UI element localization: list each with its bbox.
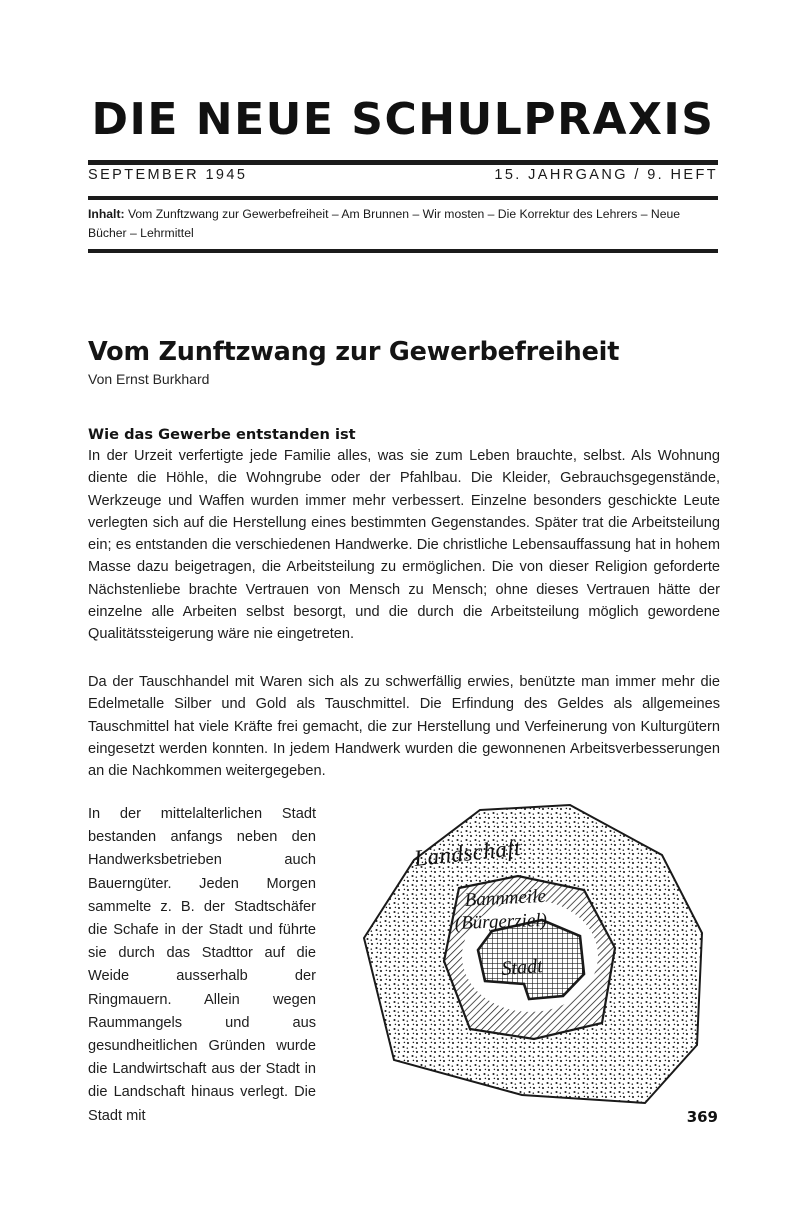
contents-text: Vom Zunftzwang zur Gewerbefreiheit – Am Brunnen – Wir mosten – Die Korrektur des Lehrers – Neue Bücher – Lehrmittel (88, 207, 681, 240)
rule-below-contents (88, 249, 718, 253)
rule-above-issue-line (88, 160, 718, 165)
masthead (88, 94, 718, 145)
article-paragraph-3-container (88, 803, 316, 1128)
figure-label-stadt: Stadt (500, 955, 544, 980)
page-number: 369 (686, 1108, 718, 1126)
figure-label-bannmeile: Bannmeile (464, 885, 547, 911)
article-subheading: Wie das Gewerbe entstanden ist (88, 426, 356, 444)
contents-label: Inhalt: (88, 207, 125, 221)
article-byline: Von Ernst Burkhard (88, 371, 210, 387)
article-paragraph-1-container (88, 445, 720, 646)
issue-date: SEPTEMBER 1945 (88, 167, 248, 183)
issue-line (88, 167, 718, 183)
figure-label-buergerziel: (Bürgerziel) (454, 909, 548, 934)
article-title: Vom Zunftzwang zur Gewerbefreiheit (88, 337, 620, 368)
figure-city-hinterland-diagram (352, 798, 722, 1116)
article-paragraph-2: Da der Tauschhandel mit Waren sich als zu schwerfällig erwies, benützte man immer mehr die Edelmetalle Silber und Gold als Tauschmittel. Die Erfindung des Geldes als allgemeines Tauschmittel hat viele Kräfte frei gemacht, die zur Herstellung und Verfeinerung von Kulturgütern eingesetzt werden konnten. In jedem Handwerk wurden die gewonnenen Arbeitsverbesserungen an die Nachkommen weitergegeben. (88, 674, 720, 780)
journal-title: DIE NEUE SCHULPRAXIS (91, 94, 715, 145)
contents-block (88, 205, 720, 243)
article-paragraph-1: In der Urzeit verfertigte jede Familie alles, was sie zum Leben brauchte, selbst. Als Wohnung diente die Höhle, die Wohngrube oder der Pfahlbau. Die Kleider, Gebrauchsgegenstände, Werkzeuge und Waffen wurden immer mehr verbessert. Einzelne besonders geschickte Leute verlegten sich auf die Herstellung eines bestimmten Gegenstandes. Später trat die Arbeitsteilung ein; es entstanden die verschiedenen Handwerke. Die christliche Lebensauffassung hat in hohem Masse dazu beigetragen, die Arbeitsteilung zu ermöglichen. Die von dieser Religion geforderte Nächstenliebe brachte Vertrauen von Mensch zu Mensch; ohne dieses Vertrauen hätte der einzelne alle Arbeiten selbst besorgt, und die durch die Arbeitsteilung möglich gewordene Qualitätssteigerung wäre nie eingetreten. (88, 448, 720, 643)
figure-svg (352, 798, 722, 1116)
article-paragraph-2-container (88, 671, 720, 782)
article-paragraph-3: In der mittelalterlichen Stadt bestanden anfangs neben den Handwerksbetrieben auch Bauerngüter. Jeden Morgen sammelte z. B. der Stadtschäfer die Schafe in der Stadt und führte sie durch das Stadttor auf die Weide ausserhalb der Ringmauern. Allein wegen Raummangels und aus gesundheitlichen Gründen wurde die Landwirtschaft aus der Stadt in die Landschaft hinaus verlegt. Die Stadt mit (88, 806, 316, 1124)
figure-label-landschaft: Landschaft (412, 834, 523, 871)
rule-below-issue-line (88, 196, 718, 200)
issue-volume-number: 15. JAHRGANG / 9. HEFT (494, 167, 718, 183)
